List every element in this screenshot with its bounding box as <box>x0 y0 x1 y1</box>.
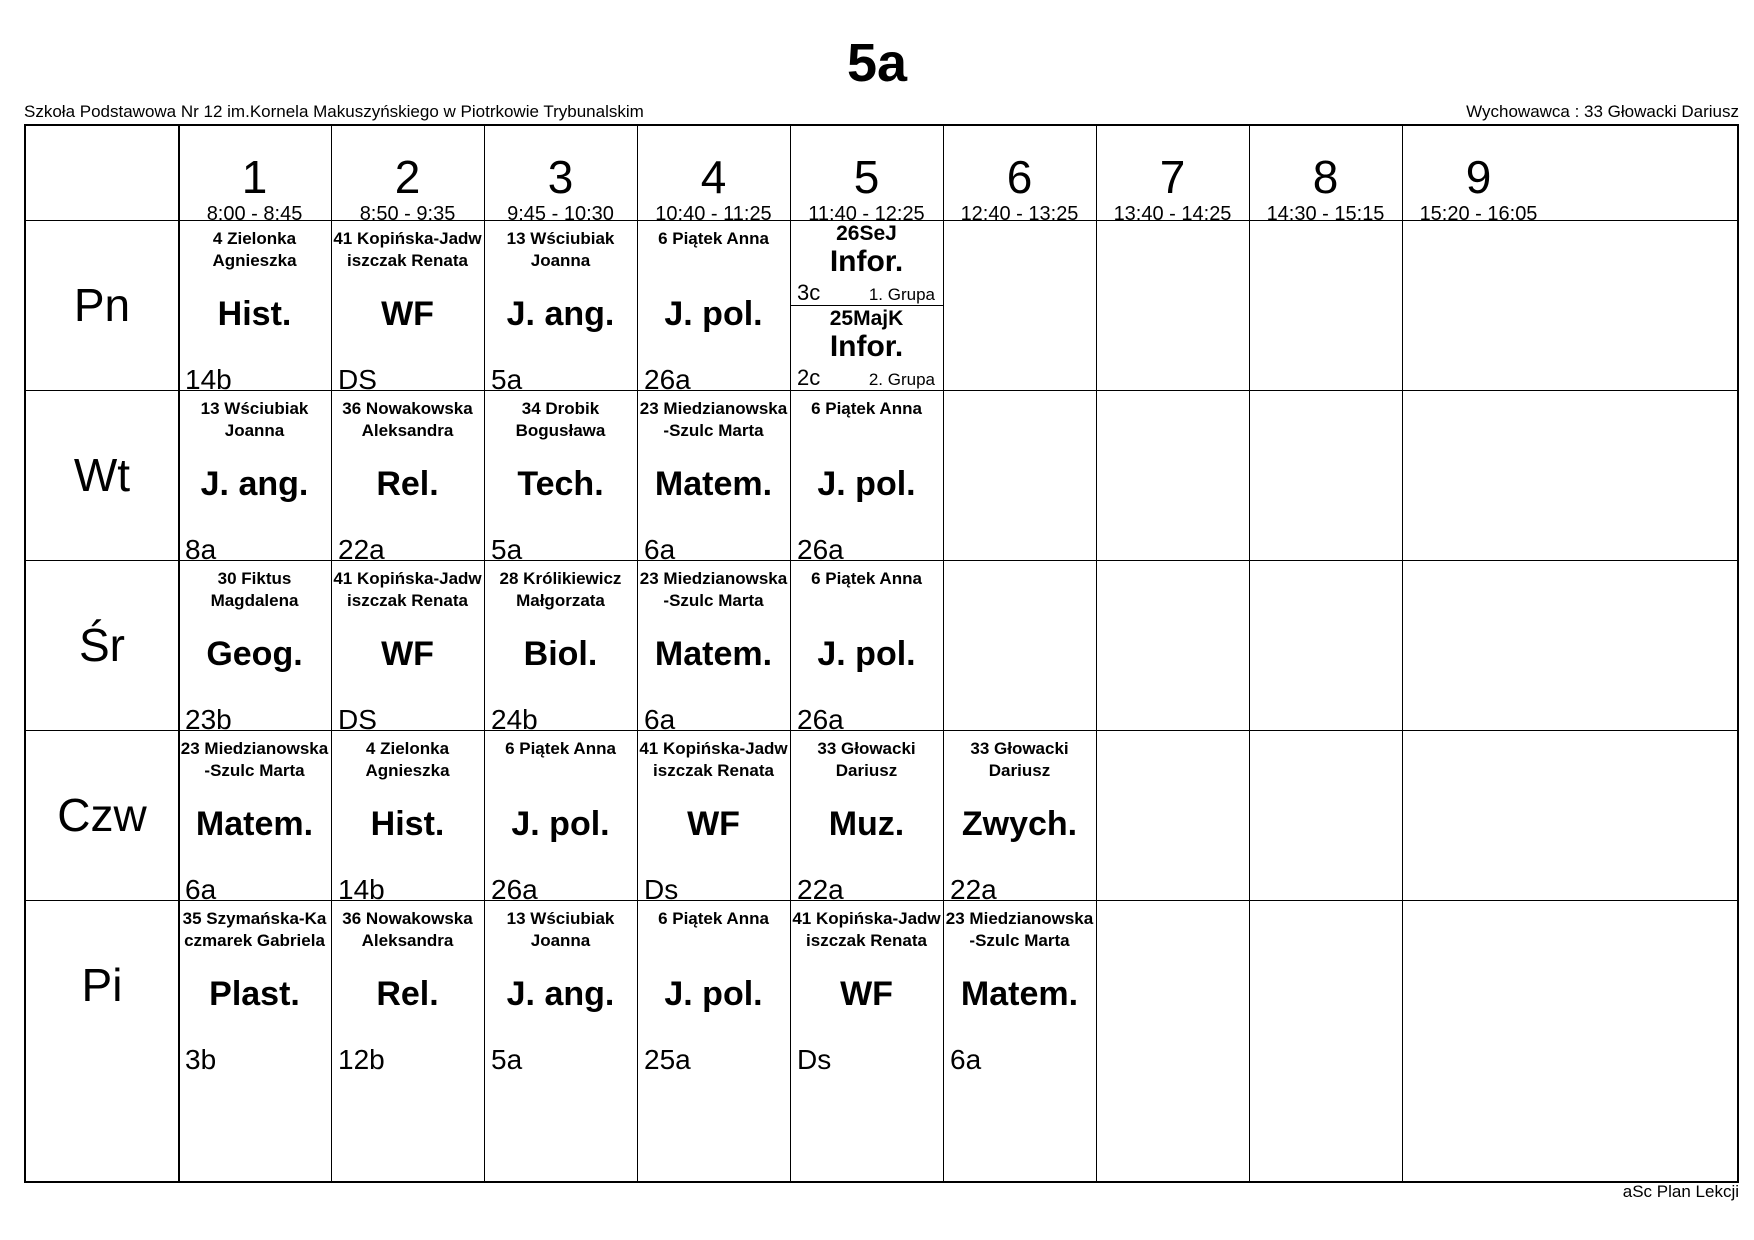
lesson-room: 5a <box>491 534 523 565</box>
lesson-subject: J. pol. <box>817 465 916 503</box>
lesson-cell[interactable] <box>790 560 943 735</box>
lesson-subject: WF <box>381 635 434 673</box>
lesson-room: 26a <box>644 364 691 395</box>
lesson-teacher: 4 Zielonka Agnieszka <box>365 739 450 780</box>
lesson-room: Ds <box>797 1044 832 1075</box>
day-label: Pi <box>81 959 123 1011</box>
lesson-teacher: 33 Głowacki Dariusz <box>817 739 916 780</box>
lesson-teacher: 41 Kopińska-Jadw iszczak Renata <box>792 909 941 950</box>
lesson-subject: Zwych. <box>961 805 1078 843</box>
lesson-room: 23b <box>185 704 232 735</box>
lesson-subject: J. pol. <box>664 975 763 1013</box>
lesson-room: 12b <box>338 1044 385 1075</box>
period-header <box>484 126 637 225</box>
lesson-teacher: 13 Wściubiak Joanna <box>506 909 615 950</box>
lesson-cell[interactable] <box>637 220 790 395</box>
lesson-cell[interactable] <box>331 220 484 395</box>
period-number: 7 <box>1159 151 1186 203</box>
period-header <box>331 126 484 225</box>
lesson-subject: Plast. <box>209 975 300 1013</box>
timetable-grid <box>24 124 1739 1183</box>
lesson-cell[interactable] <box>790 900 943 1075</box>
lesson-teacher: 30 Fiktus Magdalena <box>210 569 299 610</box>
period-time: 14:30 - 15:15 <box>1266 203 1385 225</box>
period-header <box>943 126 1096 225</box>
lesson-teacher: 6 Piątek Anna <box>658 229 769 248</box>
lesson-room: 6a <box>644 704 676 735</box>
lesson-room: 14b <box>338 874 385 905</box>
period-time: 8:00 - 8:45 <box>206 203 303 225</box>
lesson-teacher: 13 Wściubiak Joanna <box>506 229 615 270</box>
lesson-room: 6a <box>185 874 217 905</box>
page-title: 5a <box>846 33 908 93</box>
lesson-group: 2. Grupa <box>868 370 935 389</box>
lesson-subject: Hist. <box>370 805 445 843</box>
lesson-cell[interactable] <box>178 220 331 395</box>
lesson-subject: Infor. <box>829 330 904 363</box>
lesson-subject: Matem. <box>960 975 1079 1013</box>
lesson-teacher: 28 Królikiewicz Małgorzata <box>499 569 622 610</box>
lesson-cell[interactable] <box>484 900 637 1075</box>
lesson-room: 5a <box>491 364 523 395</box>
lesson-room: 5a <box>491 1044 523 1075</box>
lesson-cell[interactable] <box>943 900 1096 1075</box>
lesson-room: 14b <box>185 364 232 395</box>
lesson-cell[interactable] <box>637 390 790 565</box>
lesson-room: Ds <box>644 874 679 905</box>
group-divider <box>790 305 943 306</box>
lesson-teacher: 6 Piątek Anna <box>505 739 616 758</box>
footer-credit: aSc Plan Lekcji <box>1622 1182 1739 1201</box>
lesson-subject: Matem. <box>195 805 314 843</box>
lesson-subject: Geog. <box>206 635 303 673</box>
period-number: 5 <box>853 151 880 203</box>
lesson-teacher: 41 Kopińska-Jadw iszczak Renata <box>333 229 482 270</box>
lesson-teacher: 6 Piątek Anna <box>811 399 922 418</box>
period-header <box>637 126 790 225</box>
lesson-teacher: 41 Kopińska-Jadw iszczak Renata <box>639 739 788 780</box>
lesson-room: 26a <box>491 874 538 905</box>
lesson-teacher: 23 Miedzianowska -Szulc Marta <box>639 399 788 440</box>
period-number: 1 <box>241 151 268 203</box>
lesson-teacher: 34 Drobik Bogusława <box>515 399 606 440</box>
period-header <box>1096 126 1249 225</box>
lesson-subject: Muz. <box>828 805 905 843</box>
lesson-subject: WF <box>687 805 740 843</box>
lesson-cell[interactable] <box>178 390 331 565</box>
lesson-room: 26a <box>797 534 844 565</box>
period-header <box>178 126 331 225</box>
lesson-room: 22a <box>338 534 385 565</box>
lesson-cell[interactable] <box>790 390 943 565</box>
period-number: 8 <box>1312 151 1339 203</box>
lesson-subject: J. ang. <box>506 295 615 333</box>
period-header <box>1249 126 1402 225</box>
lesson-cell[interactable] <box>178 730 331 905</box>
lesson-teacher: 35 Szymańska-Ka czmarek Gabriela <box>182 909 327 950</box>
grid-line-column <box>1249 126 1250 1181</box>
lesson-cell[interactable] <box>484 730 637 905</box>
lesson-group-cell[interactable] <box>790 220 943 305</box>
lesson-subject: WF <box>840 975 893 1013</box>
lesson-teacher: 25MajK <box>829 307 904 330</box>
lesson-teacher: 33 Głowacki Dariusz <box>970 739 1069 780</box>
lesson-subject: Biol. <box>523 635 598 673</box>
grid-line-column <box>1402 126 1403 1181</box>
lesson-teacher: 13 Wściubiak Joanna <box>200 399 309 440</box>
day-label: Czw <box>57 789 147 841</box>
lesson-subject: J. pol. <box>511 805 610 843</box>
period-time: 12:40 - 13:25 <box>960 203 1079 225</box>
lesson-cell[interactable] <box>331 730 484 905</box>
lesson-teacher: 41 Kopińska-Jadw iszczak Renata <box>333 569 482 610</box>
period-header <box>790 126 943 225</box>
lesson-cell[interactable] <box>484 390 637 565</box>
lesson-subject: Rel. <box>376 975 439 1013</box>
lesson-cell[interactable] <box>331 390 484 565</box>
period-time: 11:40 - 12:25 <box>808 203 925 225</box>
lesson-room: 3b <box>185 1044 217 1075</box>
lesson-room: 25a <box>644 1044 691 1075</box>
lesson-subject: Tech. <box>517 465 604 503</box>
period-number: 4 <box>700 151 727 203</box>
lesson-room: 8a <box>185 534 217 565</box>
lesson-room: 24b <box>491 704 538 735</box>
lesson-subject: Matem. <box>654 465 773 503</box>
lesson-subject: Matem. <box>654 635 773 673</box>
lesson-cell[interactable] <box>484 220 637 395</box>
lesson-subject: Rel. <box>376 465 439 503</box>
lesson-subject: J. ang. <box>506 975 615 1013</box>
lesson-cell[interactable] <box>637 560 790 735</box>
lesson-cell[interactable] <box>178 900 331 1075</box>
lesson-cell[interactable] <box>790 730 943 905</box>
lesson-cell[interactable] <box>637 730 790 905</box>
lesson-cell[interactable] <box>178 560 331 735</box>
period-time: 10:40 - 11:25 <box>655 203 772 225</box>
lesson-subject: J. ang. <box>200 465 309 503</box>
lesson-room: 2c <box>797 365 821 390</box>
lesson-subject: WF <box>381 295 434 333</box>
period-number: 6 <box>1006 151 1033 203</box>
lesson-room: 22a <box>950 874 997 905</box>
grid-line-column <box>1096 126 1097 1181</box>
period-number: 9 <box>1465 151 1492 203</box>
day-label: Wt <box>73 449 131 501</box>
lesson-cell[interactable] <box>331 560 484 735</box>
lesson-teacher: 6 Piątek Anna <box>811 569 922 588</box>
period-number: 2 <box>394 151 421 203</box>
lesson-room: DS <box>338 364 377 395</box>
period-header <box>1402 126 1555 225</box>
lesson-group-cell[interactable] <box>790 305 943 390</box>
lesson-cell[interactable] <box>637 900 790 1075</box>
lesson-teacher: 6 Piątek Anna <box>658 909 769 928</box>
lesson-cell[interactable] <box>943 730 1096 905</box>
lesson-teacher: 23 Miedzianowska -Szulc Marta <box>180 739 329 780</box>
lesson-cell[interactable] <box>331 900 484 1075</box>
lesson-room: 6a <box>644 534 676 565</box>
period-time: 15:20 - 16:05 <box>1419 203 1538 225</box>
day-label: Pn <box>73 279 131 331</box>
lesson-group: 1. Grupa <box>868 285 935 304</box>
period-time: 8:50 - 9:35 <box>359 203 456 225</box>
lesson-subject: J. pol. <box>664 295 763 333</box>
school-name: Szkoła Podstawowa Nr 12 im.Kornela Makuszyńskiego w Piotrkowie Trybunalskim <box>24 102 644 121</box>
lesson-subject: J. pol. <box>817 635 916 673</box>
lesson-teacher: 23 Miedzianowska -Szulc Marta <box>639 569 788 610</box>
period-time: 9:45 - 10:30 <box>507 203 614 225</box>
lesson-teacher: 23 Miedzianowska -Szulc Marta <box>945 909 1094 950</box>
lesson-room: DS <box>338 704 377 735</box>
day-label: Śr <box>79 619 125 671</box>
lesson-teacher: 36 Nowakowska Aleksandra <box>342 909 473 950</box>
lesson-room: 22a <box>797 874 844 905</box>
lesson-cell[interactable] <box>484 560 637 735</box>
lesson-room: 6a <box>950 1044 982 1075</box>
lesson-room: 3c <box>797 280 821 305</box>
lesson-teacher: 4 Zielonka Agnieszka <box>212 229 297 270</box>
period-number: 3 <box>547 151 574 203</box>
lesson-room: 26a <box>797 704 844 735</box>
homeroom-teacher: Wychowawca : 33 Głowacki Dariusz <box>1466 102 1739 121</box>
lesson-teacher: 36 Nowakowska Aleksandra <box>342 399 473 440</box>
lesson-subject: Hist. <box>217 295 292 333</box>
lesson-subject: Infor. <box>829 245 904 278</box>
period-time: 13:40 - 14:25 <box>1113 203 1232 225</box>
lesson-teacher: 26SeJ <box>836 222 897 245</box>
